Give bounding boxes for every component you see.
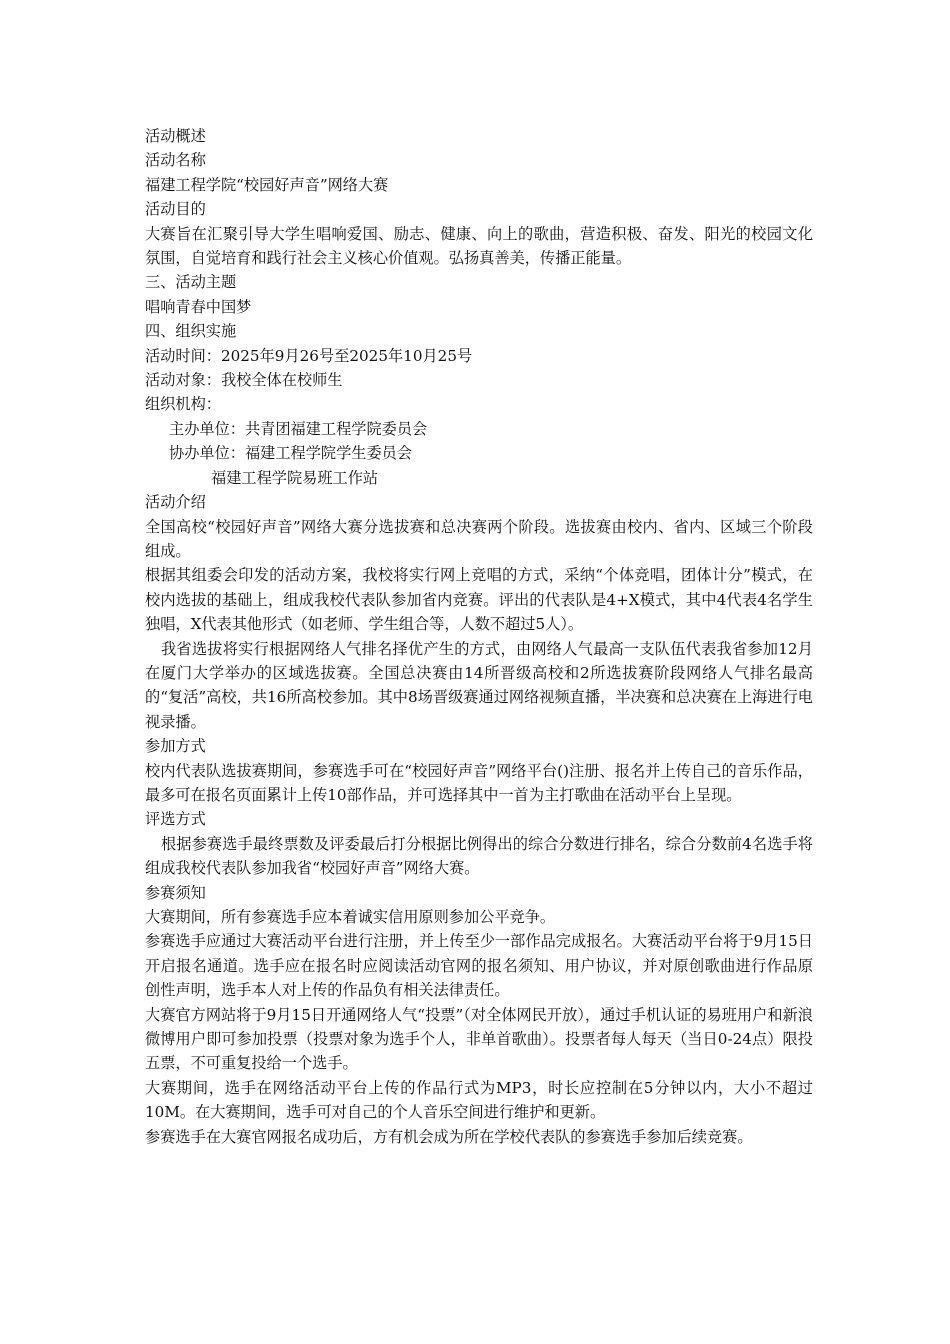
activity-purpose-heading: 活动目的	[145, 200, 206, 219]
join-method-heading: 参加方式	[145, 737, 206, 756]
activity-purpose-text: 大赛旨在汇聚引导大学生唱响爱国、励志、健康、向上的歌曲，营造积极、奋发、阳光的校园文化氛围，自觉培育和践行社会主义核心价值观。弘扬真善美，传播正能量。	[145, 224, 813, 268]
selection-method-text: 根据参赛选手最终票数及评委最后打分根据比例得出的综合分数进行排名，综合分数前4名选手将组成我校代表队参加我省“校园好声音”网络大赛。	[145, 834, 813, 878]
activity-theme-heading: 三、活动主题	[145, 273, 237, 292]
activity-theme-value: 唱响青春中国梦	[145, 297, 252, 316]
section-overview-heading: 活动概述	[145, 127, 206, 145]
activity-intro-paragraph-2: 根据其组委会印发的活动方案，我校将实行网上竞唱的方式，采纳“个体竞唱，团体计分”模式，在校内选拔的基础上，组成我校代表队参加省内竞赛。评出的代表队是4+X模式，其中4代表4名学生独唱，X代表其他形式（如老师、学生组合等，人数不超过5人）。	[145, 566, 813, 634]
organization-label: 组织机构：	[145, 395, 221, 414]
notice-item-4: 大赛期间，选手在网络活动平台上传的作品行式为MP3，时长应控制在5分钟以内，大小不超过10M。在大赛期间，选手可对自己的个人音乐空间进行维护和更新。	[145, 1078, 813, 1122]
notice-item-5: 参赛选手在大赛官网报名成功后，方有机会成为所在学校代表队的参赛选手参加后续竞赛。	[145, 1127, 753, 1146]
activity-target: 活动对象：我校全体在校师生	[145, 371, 343, 390]
notice-item-1: 大赛期间，所有参赛选手应本着诚实信用原则参加公平竞争。	[145, 908, 556, 926]
activity-name-heading: 活动名称	[145, 151, 206, 170]
activity-time: 活动时间：2025年9月26号至2025年10月25号	[145, 346, 473, 365]
notice-item-2: 参赛选手应通过大赛活动平台进行注册，并上传至少一部作品完成报名。大赛活动平台将于9月15日开启报名通道。选手应在报名时应阅读活动官网的报名须知、用户协议，并对原创歌曲进行作品原创性声明，选手本人对上传的作品负有相关法律责任。	[145, 932, 813, 1000]
selection-method-heading: 评选方式	[145, 810, 206, 829]
activity-intro-heading: 活动介绍	[145, 493, 206, 512]
co-host-unit: 协办单位：福建工程学院学生委员会	[169, 444, 412, 463]
co-host-unit-2: 福建工程学院易班工作站	[211, 468, 379, 487]
notice-item-3: 大赛官方网站将于9月15日开通网络人气“投票”（对全体网民开放），通过手机认证的易班用户和新浪微博用户即可参加投票（投票对象为选手个人，非单首歌曲）。投票者每人每天（当日0-24点）限投五票，不可重复投给一个选手。	[145, 1005, 813, 1073]
host-unit: 主办单位：共青团福建工程学院委员会	[169, 419, 428, 438]
document-page	[145, 124, 813, 1149]
activity-name-value: 福建工程学院“校园好声音”网络大赛	[145, 175, 389, 194]
activity-intro-paragraph-1: 全国高校“校园好声音”网络大赛分选拔赛和总决赛两个阶段。选拔赛由校内、省内、区域三个阶段组成。	[145, 517, 813, 560]
notice-heading: 参赛须知	[145, 883, 206, 902]
join-method-text: 校内代表队选拔赛期间，参赛选手可在“校园好声音”网络平台()注册、报名并上传自己的音乐作品，最多可在报名页面累计上传10部作品，并可选择其中一首为主打歌曲在活动平台上呈现。	[145, 761, 813, 804]
activity-intro-paragraph-3: 我省选拔将实行根据网络人气排名择优产生的方式，由网络人气最高一支队伍代表我省参加12月在厦门大学举办的区域选拔赛。全国总决赛由14所晋级高校和2所选拔赛阶段网络人气排名最高的“复活”高校，共16所高校参加。其中8场晋级赛通过网络视频直播，半决赛和总决赛在上海进行电视录播。	[145, 639, 813, 731]
organization-heading: 四、组织实施	[145, 322, 237, 341]
